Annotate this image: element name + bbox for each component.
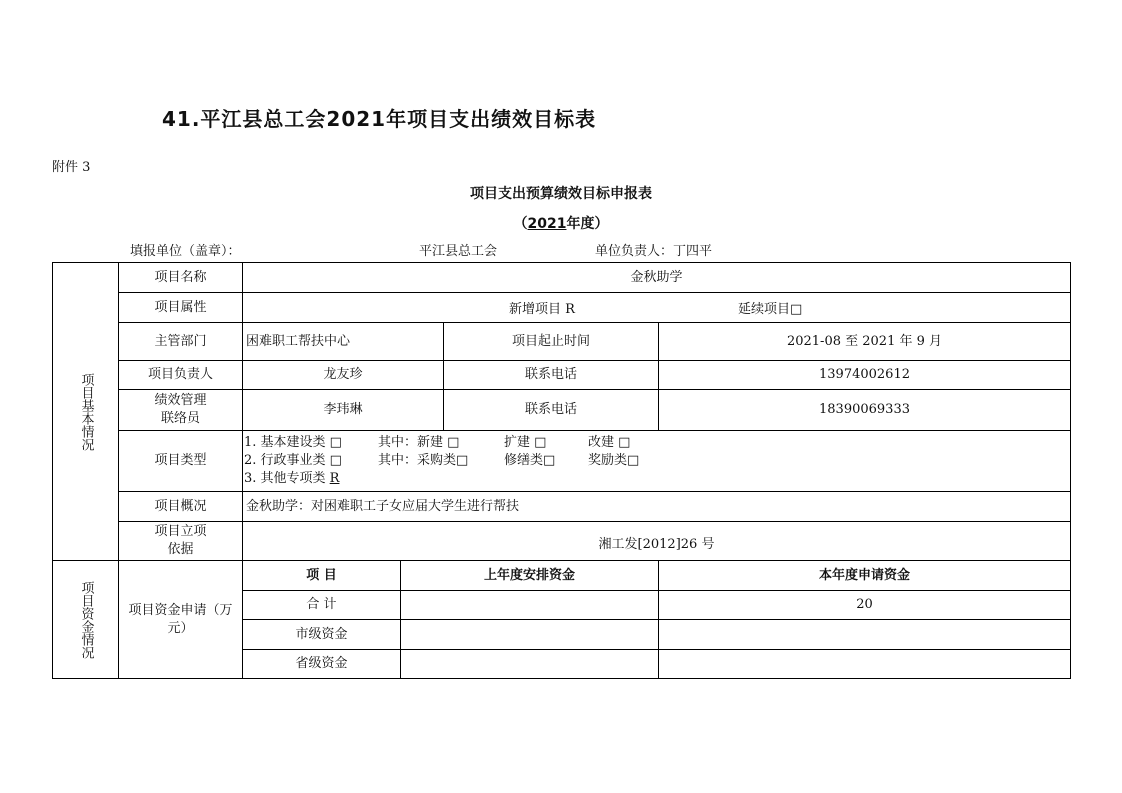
funds-section-label-cell <box>53 561 118 678</box>
type-renovate: 改建 □ <box>588 435 631 450</box>
project-attr-label: 项目属性 <box>154 299 207 315</box>
type-repair: 修缮类□ <box>504 453 556 468</box>
contact-label <box>119 390 242 430</box>
type-reward: 奖励类□ <box>588 453 640 468</box>
period-value: 2021-08 至 2021 年 9 月 <box>786 333 943 349</box>
dept-value: 困难职工帮扶中心 <box>246 333 351 349</box>
funds-col-last: 上年度安排资金 <box>483 567 575 583</box>
funds-col-this: 本年度申请资金 <box>818 567 910 583</box>
funds-row-total-last <box>401 591 658 619</box>
funds-apply-label <box>119 561 242 678</box>
funds-row-province-last <box>401 650 658 678</box>
basis-label-line2: 依据 <box>167 542 194 557</box>
contact-phone-value: 18390069333 <box>819 402 910 417</box>
type-line-1 <box>244 434 664 452</box>
dept-label: 主管部门 <box>154 333 207 349</box>
basic-section-label: 项目基本情况 <box>78 372 94 451</box>
contact-value: 李玮琳 <box>323 402 363 417</box>
type-options <box>244 434 664 488</box>
owner-phone-value: 13974002612 <box>819 367 910 382</box>
basis-value: 湘工发[2012]26 号 <box>598 537 715 552</box>
owner-value: 龙友珍 <box>323 367 363 382</box>
funds-row-total-this: 20 <box>856 597 873 612</box>
funds-col-item: 项 目 <box>306 567 337 583</box>
type-other-mark: R <box>329 471 340 486</box>
owner-phone-label: 联系电话 <box>524 367 577 382</box>
basis-label <box>119 522 242 560</box>
type-line-2 <box>244 452 664 470</box>
type-other-label: 3. 其他专项类 <box>244 471 330 486</box>
year-suffix: 年度） <box>566 216 609 232</box>
project-name-label: 项目名称 <box>154 269 207 285</box>
type-basic-construction: 1. 基本建设类 □ <box>244 435 342 450</box>
attachment-label: 附件 3 <box>52 160 91 175</box>
type-new-build: 其中：新建 □ <box>378 435 460 450</box>
funds-apply-text: 项目资金申请（万元） <box>128 602 233 636</box>
form-title: 项目支出预算绩效目标申报表 <box>470 186 652 202</box>
type-line-3 <box>244 470 664 488</box>
basic-section-label-cell <box>53 263 118 560</box>
owner-label: 项目负责人 <box>147 367 213 382</box>
type-label: 项目类型 <box>154 453 207 468</box>
document-title: 41.平江县总工会2021年项目支出绩效目标表 <box>162 107 597 131</box>
funds-row-city-last <box>401 620 658 649</box>
contact-label-line2: 联络员 <box>160 411 200 426</box>
funds-row-province-label: 省级资金 <box>295 656 348 671</box>
type-expand: 扩建 □ <box>504 435 547 450</box>
unit-value: 平江县总工会 <box>419 244 498 259</box>
basis-label-line1: 项目立项 <box>154 524 207 539</box>
year-value: 2021 <box>527 216 567 232</box>
year-prefix: （ <box>513 216 528 232</box>
period-label: 项目起止时间 <box>511 333 590 349</box>
funds-row-total-label: 合 计 <box>306 597 337 612</box>
funds-row-city-label: 市级资金 <box>295 626 348 642</box>
attr-continue-option: 延续项目□ <box>738 302 803 317</box>
funds-section-label: 项目资金情况 <box>78 580 94 659</box>
unit-leader: 单位负责人：丁四平 <box>595 244 713 259</box>
project-name-value: 金秋助学 <box>630 269 683 285</box>
type-admin: 2. 行政事业类 □ <box>244 453 342 468</box>
funds-row-city-this <box>659 620 1070 649</box>
type-purchase: 其中：采购类□ <box>378 453 469 468</box>
unit-label: 填报单位（盖章）： <box>130 244 241 259</box>
overview-value: 金秋助学：对困难职工子女应届大学生进行帮扶 <box>246 498 520 514</box>
attr-new-option: 新增项目 R <box>509 302 575 317</box>
overview-label: 项目概况 <box>154 498 207 514</box>
contact-phone-label: 联系电话 <box>524 402 577 417</box>
type-other-special <box>244 470 339 488</box>
contact-label-line1: 绩效管理 <box>154 393 207 408</box>
funds-row-province-this <box>659 650 1070 678</box>
